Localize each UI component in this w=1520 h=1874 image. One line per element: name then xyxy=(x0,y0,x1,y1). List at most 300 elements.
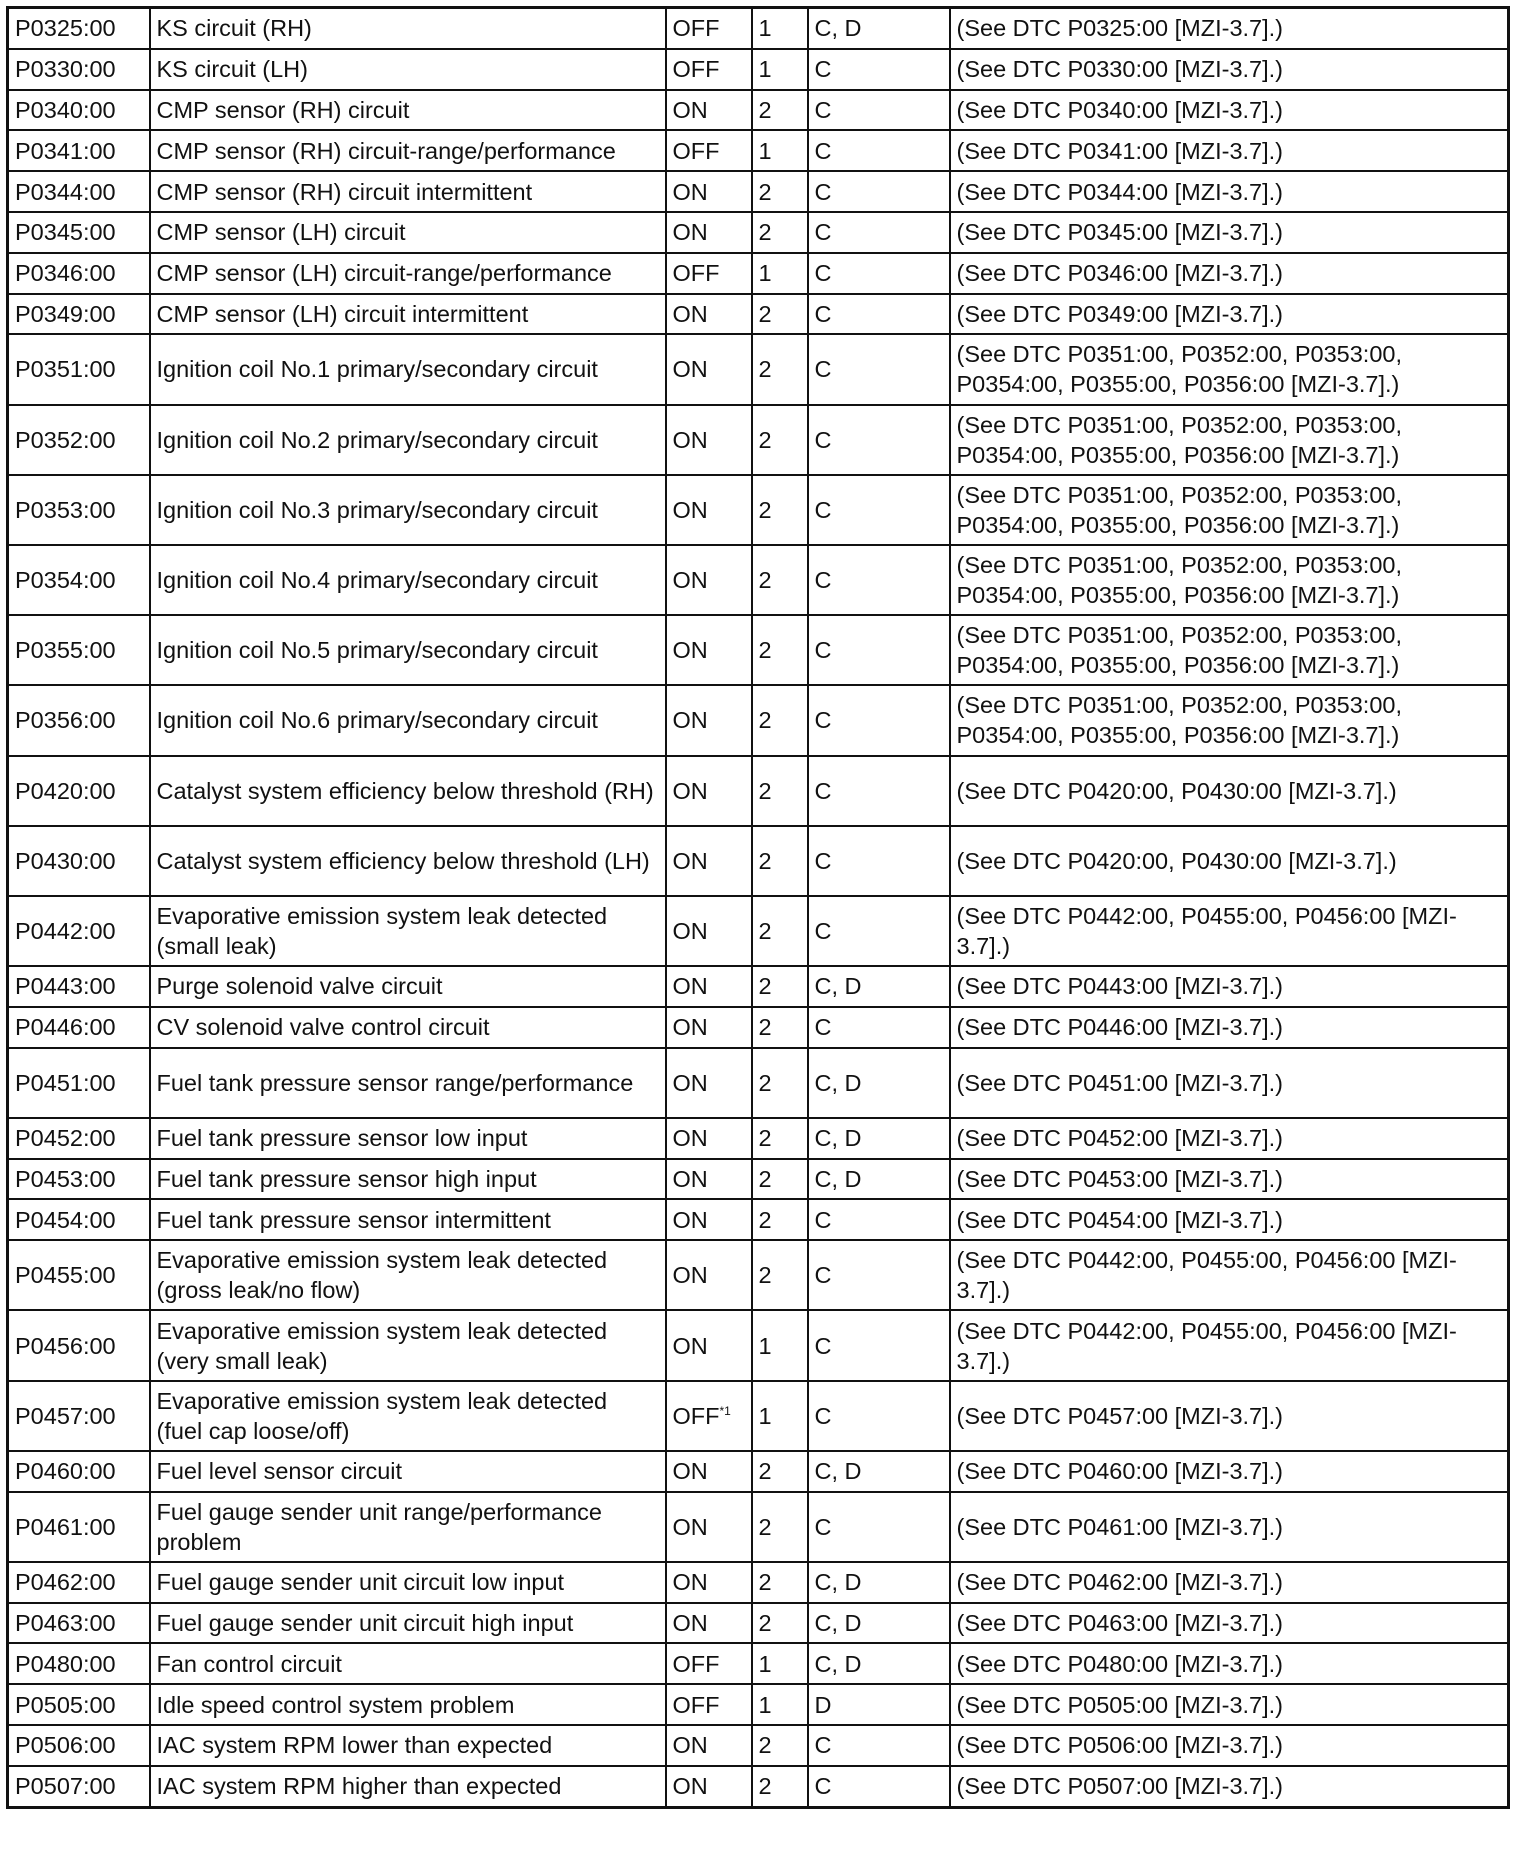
monitor-item-text: C xyxy=(814,567,832,594)
condition-text: Evaporative emission system leak detected (small leak) xyxy=(156,902,608,959)
dc-cell xyxy=(752,49,808,90)
condition-text: Ignition coil No.1 primary/secondary circuit xyxy=(156,356,598,383)
mil-cell xyxy=(666,545,752,615)
monitor-item-cell xyxy=(808,1310,950,1380)
monitor-item-cell xyxy=(808,212,950,253)
mil-cell xyxy=(666,405,752,475)
dtc-code-text: P0354:00 xyxy=(15,567,116,594)
mil-text: OFF xyxy=(672,1691,720,1718)
dtc-code-cell xyxy=(8,1159,150,1200)
dtc-code-cell xyxy=(8,1240,150,1310)
dtc-code-cell xyxy=(8,130,150,171)
table-row xyxy=(8,294,1509,335)
dc-text: 2 xyxy=(758,1014,772,1041)
monitor-item-cell xyxy=(808,1159,950,1200)
table-row xyxy=(8,171,1509,212)
mil-cell xyxy=(666,1766,752,1807)
table-row xyxy=(8,685,1509,755)
table-row xyxy=(8,1492,1509,1562)
condition-cell xyxy=(150,8,666,49)
condition-cell xyxy=(150,1199,666,1240)
dtc-code-text: P0455:00 xyxy=(15,1262,116,1289)
condition-text: CMP sensor (LH) circuit-range/performance xyxy=(156,260,612,287)
condition-text: Idle speed control system problem xyxy=(156,1691,515,1718)
dtc-code-text: P0341:00 xyxy=(15,137,116,164)
mil-text: ON xyxy=(672,1513,708,1540)
table-row xyxy=(8,1725,1509,1766)
page-reference-cell xyxy=(950,253,1509,294)
page-reference-text: (See DTC P0351:00, P0352:00, P0353:00, P0354:00, P0355:00, P0356:00 [MZI-3.7].) xyxy=(956,552,1403,609)
dtc-code-text: P0325:00 xyxy=(15,15,116,42)
monitor-item-text: C xyxy=(814,1513,832,1540)
dc-text: 2 xyxy=(758,567,772,594)
table-row xyxy=(8,253,1509,294)
dtc-code-text: P0351:00 xyxy=(15,356,116,383)
condition-text: Catalyst system efficiency below threshold (RH) xyxy=(156,777,654,804)
mil-cell xyxy=(666,826,752,896)
dtc-code-cell xyxy=(8,826,150,896)
condition-text: Evaporative emission system leak detected (gross leak/no flow) xyxy=(156,1247,608,1304)
dtc-code-cell xyxy=(8,1684,150,1725)
mil-cell xyxy=(666,334,752,404)
monitor-item-cell xyxy=(808,1199,950,1240)
dc-cell xyxy=(752,1451,808,1492)
page-reference-text: (See DTC P0346:00 [MZI-3.7].) xyxy=(956,260,1284,287)
mil-text: ON xyxy=(672,300,708,327)
mil-cell xyxy=(666,615,752,685)
monitor-item-cell xyxy=(808,8,950,49)
dc-text: 2 xyxy=(758,847,772,874)
dc-text: 2 xyxy=(758,96,772,123)
mil-text: ON xyxy=(672,1206,708,1233)
table-row xyxy=(8,1310,1509,1380)
condition-text: Fan control circuit xyxy=(156,1650,342,1677)
mil-text: ON xyxy=(672,567,708,594)
mil-cell xyxy=(666,1492,752,1562)
dtc-code-text: P0506:00 xyxy=(15,1732,116,1759)
condition-text: KS circuit (RH) xyxy=(156,15,312,42)
dc-text: 2 xyxy=(758,1166,772,1193)
monitor-item-text: C, D xyxy=(814,1069,862,1096)
monitor-item-text: C xyxy=(814,137,832,164)
dtc-code-text: P0456:00 xyxy=(15,1332,116,1359)
condition-cell xyxy=(150,896,666,966)
dc-cell xyxy=(752,1199,808,1240)
condition-text: Fuel tank pressure sensor intermittent xyxy=(156,1206,551,1233)
mil-text: ON xyxy=(672,637,708,664)
monitor-item-cell xyxy=(808,1643,950,1684)
dc-cell xyxy=(752,1725,808,1766)
table-row xyxy=(8,545,1509,615)
dc-text: 2 xyxy=(758,426,772,453)
page-reference-cell xyxy=(950,966,1509,1007)
table-row xyxy=(8,826,1509,896)
table-row xyxy=(8,1007,1509,1048)
page-reference-text: (See DTC P0420:00, P0430:00 [MZI-3.7].) xyxy=(956,777,1397,804)
dc-cell xyxy=(752,1684,808,1725)
mil-cell xyxy=(666,171,752,212)
page-reference-text: (See DTC P0351:00, P0352:00, P0353:00, P0354:00, P0355:00, P0356:00 [MZI-3.7].) xyxy=(956,341,1403,398)
mil-text: ON xyxy=(672,1125,708,1152)
dtc-code-text: P0463:00 xyxy=(15,1609,116,1636)
page-reference-cell xyxy=(950,1199,1509,1240)
dtc-code-text: P0446:00 xyxy=(15,1014,116,1041)
monitor-item-cell xyxy=(808,1007,950,1048)
page-reference-text: (See DTC P0351:00, P0352:00, P0353:00, P0354:00, P0355:00, P0356:00 [MZI-3.7].) xyxy=(956,481,1403,538)
condition-cell xyxy=(150,1492,666,1562)
condition-cell xyxy=(150,1381,666,1451)
page-reference-cell xyxy=(950,1492,1509,1562)
dc-text: 1 xyxy=(758,1332,772,1359)
dtc-code-cell xyxy=(8,1381,150,1451)
dc-text: 2 xyxy=(758,1609,772,1636)
condition-cell xyxy=(150,966,666,1007)
dc-text: 1 xyxy=(758,1650,772,1677)
table-row xyxy=(8,615,1509,685)
mil-cell xyxy=(666,756,752,826)
page-reference-text: (See DTC P0330:00 [MZI-3.7].) xyxy=(956,56,1284,83)
dtc-code-cell xyxy=(8,8,150,49)
footnote-marker: *1 xyxy=(719,1403,731,1418)
dtc-code-text: P0462:00 xyxy=(15,1569,116,1596)
dc-text: 1 xyxy=(758,1691,772,1718)
dc-cell xyxy=(752,1603,808,1644)
monitor-item-text: C xyxy=(814,707,832,734)
monitor-item-cell xyxy=(808,1048,950,1118)
condition-text: Fuel gauge sender unit range/performance problem xyxy=(156,1498,602,1555)
dtc-code-cell xyxy=(8,294,150,335)
table-row xyxy=(8,756,1509,826)
monitor-item-text: C xyxy=(814,1014,832,1041)
dc-text: 2 xyxy=(758,1569,772,1596)
dc-cell xyxy=(752,1766,808,1807)
table-row xyxy=(8,334,1509,404)
page-reference-cell xyxy=(950,1603,1509,1644)
mil-text: ON xyxy=(672,1262,708,1289)
condition-cell xyxy=(150,826,666,896)
table-row xyxy=(8,1118,1509,1159)
monitor-item-text: C, D xyxy=(814,973,862,1000)
dc-text: 2 xyxy=(758,707,772,734)
page-reference-text: (See DTC P0351:00, P0352:00, P0353:00, P0354:00, P0355:00, P0356:00 [MZI-3.7].) xyxy=(956,692,1403,749)
condition-text: Ignition coil No.5 primary/secondary circuit xyxy=(156,637,598,664)
page-reference-text: (See DTC P0351:00, P0352:00, P0353:00, P0354:00, P0355:00, P0356:00 [MZI-3.7].) xyxy=(956,622,1403,679)
monitor-item-text: C xyxy=(814,637,832,664)
dc-cell xyxy=(752,826,808,896)
page-reference-cell xyxy=(950,1048,1509,1118)
mil-text: OFF xyxy=(672,1650,720,1677)
dtc-code-text: P0505:00 xyxy=(15,1691,116,1718)
page-reference-text: (See DTC P0507:00 [MZI-3.7].) xyxy=(956,1773,1284,1800)
dtc-table xyxy=(6,6,1510,1809)
page-reference-cell xyxy=(950,90,1509,131)
dtc-code-text: P0349:00 xyxy=(15,300,116,327)
monitor-item-text: C xyxy=(814,1402,832,1429)
monitor-item-cell xyxy=(808,685,950,755)
mil-text: ON xyxy=(672,847,708,874)
page-reference-text: (See DTC P0457:00 [MZI-3.7].) xyxy=(956,1402,1284,1429)
mil-text: ON xyxy=(672,1569,708,1596)
page-reference-cell xyxy=(950,1310,1509,1380)
monitor-item-cell xyxy=(808,405,950,475)
monitor-item-text: C xyxy=(814,426,832,453)
table-row xyxy=(8,212,1509,253)
page-reference-text: (See DTC P0341:00 [MZI-3.7].) xyxy=(956,137,1284,164)
page-reference-cell xyxy=(950,1159,1509,1200)
condition-cell xyxy=(150,685,666,755)
monitor-item-text: C xyxy=(814,356,832,383)
monitor-item-text: C xyxy=(814,847,832,874)
monitor-item-text: C xyxy=(814,1332,832,1359)
page-reference-cell xyxy=(950,475,1509,545)
dtc-table-body xyxy=(8,8,1509,1808)
dc-cell xyxy=(752,685,808,755)
mil-text: OFF xyxy=(672,260,720,287)
page-reference-cell xyxy=(950,545,1509,615)
dc-text: 2 xyxy=(758,1069,772,1096)
condition-text: Ignition coil No.6 primary/secondary circuit xyxy=(156,707,598,734)
dc-cell xyxy=(752,253,808,294)
condition-cell xyxy=(150,334,666,404)
monitor-item-cell xyxy=(808,171,950,212)
page-reference-text: (See DTC P0446:00 [MZI-3.7].) xyxy=(956,1014,1284,1041)
page-reference-text: (See DTC P0460:00 [MZI-3.7].) xyxy=(956,1458,1284,1485)
condition-cell xyxy=(150,615,666,685)
monitor-item-text: C xyxy=(814,1262,832,1289)
monitor-item-cell xyxy=(808,253,950,294)
mil-text: ON xyxy=(672,973,708,1000)
dc-text: 2 xyxy=(758,1732,772,1759)
page-reference-cell xyxy=(950,130,1509,171)
dtc-code-cell xyxy=(8,1492,150,1562)
monitor-item-cell xyxy=(808,1451,950,1492)
page-reference-text: (See DTC P0325:00 [MZI-3.7].) xyxy=(956,15,1284,42)
dtc-code-text: P0443:00 xyxy=(15,973,116,1000)
condition-text: CMP sensor (RH) circuit xyxy=(156,96,410,123)
dtc-code-text: P0452:00 xyxy=(15,1125,116,1152)
dtc-code-cell xyxy=(8,334,150,404)
page-reference-text: (See DTC P0454:00 [MZI-3.7].) xyxy=(956,1206,1284,1233)
mil-text: ON xyxy=(672,1166,708,1193)
monitor-item-text: C xyxy=(814,917,832,944)
page-reference-text: (See DTC P0505:00 [MZI-3.7].) xyxy=(956,1691,1284,1718)
monitor-item-cell xyxy=(808,130,950,171)
monitor-item-cell xyxy=(808,1766,950,1807)
dc-cell xyxy=(752,8,808,49)
page-reference-cell xyxy=(950,1766,1509,1807)
dtc-code-cell xyxy=(8,475,150,545)
dc-text: 2 xyxy=(758,178,772,205)
mil-cell xyxy=(666,1048,752,1118)
condition-cell xyxy=(150,1562,666,1603)
monitor-item-cell xyxy=(808,615,950,685)
monitor-item-cell xyxy=(808,896,950,966)
dtc-code-cell xyxy=(8,966,150,1007)
page-reference-cell xyxy=(950,896,1509,966)
table-row xyxy=(8,1603,1509,1644)
dtc-code-cell xyxy=(8,1451,150,1492)
monitor-item-cell xyxy=(808,826,950,896)
monitor-item-text: C xyxy=(814,219,832,246)
monitor-item-cell xyxy=(808,966,950,1007)
dtc-code-text: P0345:00 xyxy=(15,219,116,246)
mil-text: ON xyxy=(672,1609,708,1636)
page-reference-text: (See DTC P0442:00, P0455:00, P0456:00 [MZI-3.7].) xyxy=(956,902,1457,959)
condition-text: Ignition coil No.2 primary/secondary circuit xyxy=(156,426,598,453)
dc-cell xyxy=(752,756,808,826)
dc-text: 2 xyxy=(758,1773,772,1800)
dc-text: 1 xyxy=(758,56,772,83)
table-row xyxy=(8,1451,1509,1492)
mil-cell xyxy=(666,475,752,545)
mil-cell xyxy=(666,1562,752,1603)
dc-text: 2 xyxy=(758,300,772,327)
mil-cell xyxy=(666,253,752,294)
monitor-item-text: C, D xyxy=(814,15,862,42)
page-reference-cell xyxy=(950,1007,1509,1048)
condition-cell xyxy=(150,405,666,475)
mil-text: ON xyxy=(672,426,708,453)
condition-text: IAC system RPM higher than expected xyxy=(156,1773,562,1800)
dtc-code-cell xyxy=(8,545,150,615)
dtc-code-cell xyxy=(8,212,150,253)
mil-cell xyxy=(666,1118,752,1159)
table-row xyxy=(8,90,1509,131)
condition-cell xyxy=(150,1048,666,1118)
mil-text: ON xyxy=(672,1069,708,1096)
mil-cell xyxy=(666,1310,752,1380)
monitor-item-text: C xyxy=(814,96,832,123)
dc-cell xyxy=(752,1381,808,1451)
dtc-code-text: P0355:00 xyxy=(15,637,116,664)
dtc-code-text: P0346:00 xyxy=(15,260,116,287)
dtc-code-text: P0442:00 xyxy=(15,917,116,944)
page-reference-text: (See DTC P0442:00, P0455:00, P0456:00 [MZI-3.7].) xyxy=(956,1247,1457,1304)
condition-text: Evaporative emission system leak detected (fuel cap loose/off) xyxy=(156,1387,608,1444)
mil-text: OFF xyxy=(672,56,720,83)
dc-cell xyxy=(752,171,808,212)
dtc-code-cell xyxy=(8,1725,150,1766)
dc-cell xyxy=(752,1118,808,1159)
monitor-item-text: C xyxy=(814,260,832,287)
monitor-item-cell xyxy=(808,1684,950,1725)
condition-cell xyxy=(150,545,666,615)
condition-text: Catalyst system efficiency below threshold (LH) xyxy=(156,847,650,874)
mil-cell xyxy=(666,1725,752,1766)
monitor-item-cell xyxy=(808,1492,950,1562)
dtc-code-cell xyxy=(8,405,150,475)
dc-cell xyxy=(752,90,808,131)
condition-cell xyxy=(150,253,666,294)
table-row xyxy=(8,1643,1509,1684)
mil-text: OFF xyxy=(672,137,720,164)
dtc-code-cell xyxy=(8,685,150,755)
page-reference-text: (See DTC P0506:00 [MZI-3.7].) xyxy=(956,1732,1284,1759)
dtc-code-text: P0453:00 xyxy=(15,1166,116,1193)
dtc-code-cell xyxy=(8,896,150,966)
condition-cell xyxy=(150,1159,666,1200)
dc-text: 2 xyxy=(758,917,772,944)
dtc-code-text: P0430:00 xyxy=(15,847,116,874)
dc-cell xyxy=(752,966,808,1007)
monitor-item-cell xyxy=(808,756,950,826)
monitor-item-text: C xyxy=(814,1206,832,1233)
mil-cell xyxy=(666,1643,752,1684)
mil-cell xyxy=(666,685,752,755)
mil-cell xyxy=(666,294,752,335)
table-row xyxy=(8,1240,1509,1310)
page-reference-cell xyxy=(950,756,1509,826)
condition-text: Purge solenoid valve circuit xyxy=(156,973,443,1000)
dtc-code-text: P0461:00 xyxy=(15,1513,116,1540)
condition-text: Ignition coil No.4 primary/secondary circuit xyxy=(156,567,598,594)
dtc-code-text: P0451:00 xyxy=(15,1069,116,1096)
dtc-code-text: P0480:00 xyxy=(15,1650,116,1677)
dc-cell xyxy=(752,1562,808,1603)
page-reference-cell xyxy=(950,826,1509,896)
monitor-item-text: C xyxy=(814,300,832,327)
mil-text: ON xyxy=(672,219,708,246)
page-reference-text: (See DTC P0420:00, P0430:00 [MZI-3.7].) xyxy=(956,847,1397,874)
page-reference-text: (See DTC P0443:00 [MZI-3.7].) xyxy=(956,973,1284,1000)
condition-text: Evaporative emission system leak detected (very small leak) xyxy=(156,1317,608,1374)
monitor-item-cell xyxy=(808,1562,950,1603)
page-reference-cell xyxy=(950,1240,1509,1310)
mil-text: OFF xyxy=(672,15,720,42)
dtc-code-cell xyxy=(8,1562,150,1603)
dc-cell xyxy=(752,545,808,615)
condition-cell xyxy=(150,1007,666,1048)
page-reference-cell xyxy=(950,49,1509,90)
dtc-code-text: P0457:00 xyxy=(15,1402,116,1429)
table-row xyxy=(8,896,1509,966)
dc-cell xyxy=(752,1310,808,1380)
mil-text: ON xyxy=(672,1732,708,1759)
page-reference-cell xyxy=(950,1381,1509,1451)
condition-cell xyxy=(150,1451,666,1492)
dc-text: 2 xyxy=(758,1125,772,1152)
dc-cell xyxy=(752,1492,808,1562)
condition-text: CMP sensor (LH) circuit xyxy=(156,219,406,246)
page-reference-cell xyxy=(950,405,1509,475)
mil-cell xyxy=(666,212,752,253)
dc-text: 1 xyxy=(758,260,772,287)
dtc-table-page xyxy=(6,6,1510,1809)
condition-cell xyxy=(150,1684,666,1725)
monitor-item-text: C xyxy=(814,1732,832,1759)
monitor-item-cell xyxy=(808,294,950,335)
mil-text: ON xyxy=(672,1332,708,1359)
monitor-item-text: C, D xyxy=(814,1609,862,1636)
table-row xyxy=(8,1684,1509,1725)
mil-text: ON xyxy=(672,1014,708,1041)
table-row xyxy=(8,966,1509,1007)
page-reference-cell xyxy=(950,685,1509,755)
condition-cell xyxy=(150,171,666,212)
dc-cell xyxy=(752,1240,808,1310)
condition-text: CMP sensor (RH) circuit-range/performance xyxy=(156,137,616,164)
monitor-item-cell xyxy=(808,90,950,131)
dc-cell xyxy=(752,1048,808,1118)
monitor-item-text: C, D xyxy=(814,1166,862,1193)
page-reference-text: (See DTC P0463:00 [MZI-3.7].) xyxy=(956,1609,1284,1636)
condition-cell xyxy=(150,90,666,131)
mil-text: ON xyxy=(672,496,708,523)
dc-text: 2 xyxy=(758,1262,772,1289)
mil-text: ON xyxy=(672,96,708,123)
table-row xyxy=(8,49,1509,90)
dtc-code-cell xyxy=(8,1007,150,1048)
